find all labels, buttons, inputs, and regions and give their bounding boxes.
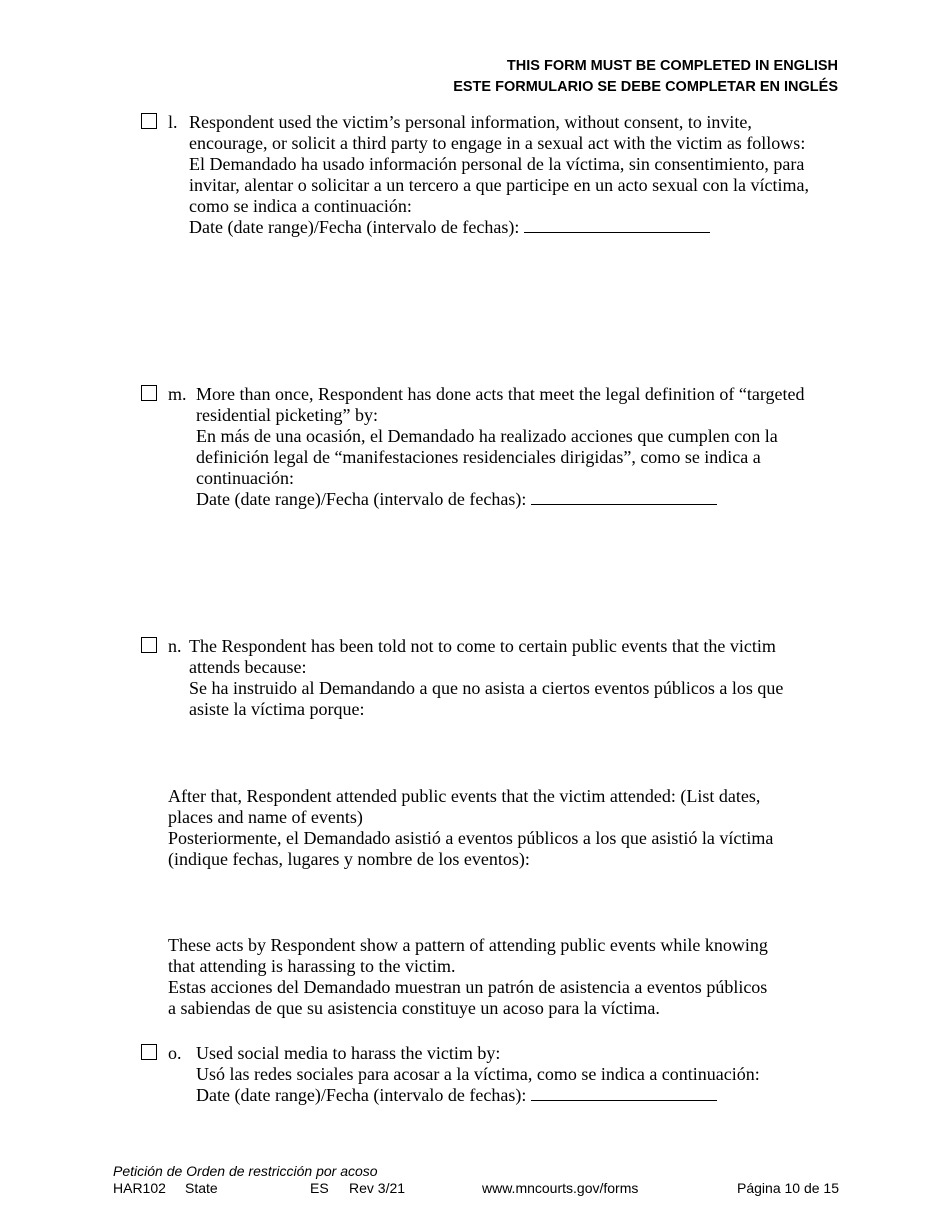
footer-state: State (185, 1180, 218, 1196)
text-line: These acts by Respondent show a pattern of attending public events while knowing (168, 935, 768, 955)
text-line: Usó las redes sociales para acosar a la víctima, como se indica a continuación: (196, 1064, 760, 1084)
text-line: a sabiendas de que su asistencia constituye un acoso para la víctima. (168, 998, 660, 1018)
item-n-after-paragraph (168, 786, 773, 870)
text-line: that attending is harassing to the victim. (168, 956, 456, 976)
item-o-checkbox[interactable] (141, 1044, 157, 1060)
item-m-checkbox[interactable] (141, 385, 157, 401)
text-line: En más de una ocasión, el Demandado ha realizado acciones que cumplen con la (196, 426, 778, 446)
text-line: Estas acciones del Demandado muestran un patrón de asistencia a eventos públicos (168, 977, 768, 997)
date-row (196, 1085, 760, 1106)
footer-url[interactable]: www.mncourts.gov/forms (482, 1180, 639, 1196)
item-l-text (189, 112, 809, 238)
item-n-letter: n. (168, 636, 182, 656)
item-m-letter: m. (168, 384, 187, 404)
item-n-checkbox[interactable] (141, 637, 157, 653)
text-line: Posteriormente, el Demandado asistió a eventos públicos a los que asistió la víctima (168, 828, 774, 848)
date-input-blank[interactable] (531, 489, 717, 505)
header-spanish-notice: ESTE FORMULARIO SE DEBE COMPLETAR EN INGLÉS (453, 79, 838, 95)
text-line: More than once, Respondent has done acts that meet the legal definition of “targeted (196, 384, 805, 404)
item-n-text (189, 636, 783, 720)
text-line: attends because: (189, 657, 307, 677)
item-n-pattern-paragraph (168, 935, 768, 1019)
text-line: Used social media to harass the victim by: (196, 1043, 501, 1063)
date-input-blank[interactable] (524, 217, 710, 233)
header-english-notice: THIS FORM MUST BE COMPLETED IN ENGLISH (506, 58, 838, 74)
text-line: continuación: (196, 468, 294, 488)
item-l-letter: l. (168, 112, 178, 132)
text-line: El Demandado ha usado información personal de la víctima, sin consentimiento, para (189, 154, 805, 174)
text-line: Respondent used the victim’s personal information, without consent, to invite, (189, 112, 752, 132)
text-line: (indique fechas, lugares y nombre de los eventos): (168, 849, 530, 869)
date-input-blank[interactable] (531, 1085, 717, 1101)
date-label: Date (date range)/Fecha (intervalo de fechas): (196, 1085, 527, 1105)
item-l-checkbox[interactable] (141, 113, 157, 129)
text-line: como se indica a continuación: (189, 196, 412, 216)
page-footer (113, 1163, 839, 1197)
date-row (196, 489, 804, 510)
text-line: asiste la víctima porque: (189, 699, 365, 719)
text-line: After that, Respondent attended public events that the victim attended: (List dates, (168, 786, 761, 806)
text-line: places and name of events) (168, 807, 363, 827)
form-header (453, 56, 838, 98)
item-o-text (196, 1043, 760, 1106)
footer-form-id: HAR102 (113, 1180, 166, 1196)
footer-page-number: Página 10 de 15 (737, 1180, 839, 1196)
item-o-letter: o. (168, 1043, 182, 1063)
date-row (189, 217, 809, 238)
text-line: definición legal de “manifestaciones residenciales dirigidas”, como se indica a (196, 447, 761, 467)
footer-revision: Rev 3/21 (349, 1180, 406, 1196)
text-line: residential picketing” by: (196, 405, 378, 425)
item-m-text (196, 384, 804, 510)
footer-info-row (113, 1180, 839, 1197)
text-line: encourage, or solicit a third party to engage in a sexual act with the victim as follows: (189, 133, 806, 153)
footer-form-title: Petición de Orden de restricción por acoso (113, 1163, 378, 1179)
footer-language: ES (310, 1180, 329, 1196)
date-label: Date (date range)/Fecha (intervalo de fechas): (196, 489, 527, 509)
text-line: invitar, alentar o solicitar a un tercero a que participe en un acto sexual con la víctima, (189, 175, 810, 195)
date-label: Date (date range)/Fecha (intervalo de fechas): (189, 217, 520, 237)
text-line: The Respondent has been told not to come to certain public events that the victim (189, 636, 776, 656)
text-line: Se ha instruido al Demandando a que no asista a ciertos eventos públicos a los que (189, 678, 784, 698)
